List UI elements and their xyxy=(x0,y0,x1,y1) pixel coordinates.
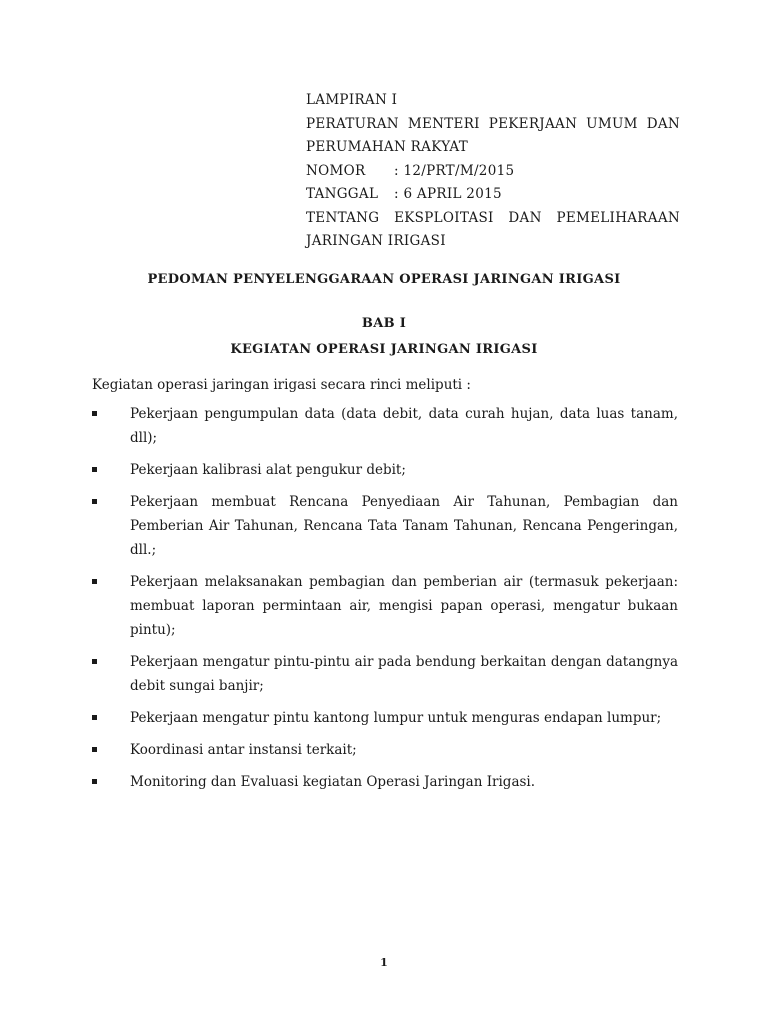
list-item-text: Pekerjaan pengumpulan data (data debit, data curah hujan, data luas tanam, dll); xyxy=(130,406,678,446)
header-date-row xyxy=(306,183,680,207)
bullet-icon xyxy=(92,411,97,416)
list-item-text: Pekerjaan membuat Rencana Penyediaan Air Tahunan, Pembagian dan Pemberian Air Tahunan, Rencana Tata Tanam Tahunan, Rencana Pengeringan, dll.; xyxy=(130,494,678,558)
header-date-value: : 6 APRIL 2015 xyxy=(394,186,502,202)
header-number-label: NOMOR xyxy=(306,162,366,179)
document-title: PEDOMAN PENYELENGGARAAN OPERASI JARINGAN IRIGASI xyxy=(147,272,621,287)
intro-paragraph: Kegiatan operasi jaringan irigasi secara rinci meliputi : xyxy=(92,377,471,393)
chapter-title: KEGIATAN OPERASI JARINGAN IRIGASI xyxy=(230,342,538,357)
header-date-label: TANGGAL xyxy=(306,186,379,202)
list-item-text: Pekerjaan kalibrasi alat pengukur debit; xyxy=(130,462,406,478)
bullet-icon xyxy=(92,499,97,504)
list-item-text: Monitoring dan Evaluasi kegiatan Operasi Jaringan Irigasi. xyxy=(130,774,536,790)
header-number-value: : 12/PRT/M/2015 xyxy=(394,162,515,179)
header-regulation-line-2: PERUMAHAN RAKYAT xyxy=(306,139,468,155)
list-item xyxy=(92,570,678,642)
list-item xyxy=(92,738,678,762)
list-item xyxy=(92,490,678,562)
list-item-text: Koordinasi antar instansi terkait; xyxy=(130,742,357,758)
list-item xyxy=(92,402,678,450)
list-item xyxy=(92,458,678,482)
list-item xyxy=(92,650,678,698)
chapter-number: BAB I xyxy=(361,316,407,331)
list-item-text: Pekerjaan melaksanakan pembagian dan pemberian air (termasuk pekerjaan: membuat laporan permintaan air, mengisi papan operasi, mengatur bukaan pintu); xyxy=(130,574,678,638)
header-subject-line-2: JARINGAN IRIGASI xyxy=(306,233,446,249)
attachment-header xyxy=(306,89,680,254)
bullet-icon xyxy=(92,659,97,664)
bullet-icon xyxy=(92,747,97,752)
activity-list xyxy=(92,402,678,802)
list-item xyxy=(92,706,678,730)
header-number-row xyxy=(306,160,680,184)
page-number: 1 xyxy=(380,956,388,969)
list-item-text: Pekerjaan mengatur pintu kantong lumpur untuk menguras endapan lumpur; xyxy=(130,710,662,726)
header-regulation-line: PERATURAN MENTERI PEKERJAAN UMUM DAN xyxy=(306,115,680,132)
list-item-text: Pekerjaan mengatur pintu-pintu air pada bendung berkaitan dengan datangnya debit sungai banjir; xyxy=(130,654,678,694)
list-item xyxy=(92,770,678,794)
header-subject-line: TENTANG EKSPLOITASI DAN PEMELIHARAAN xyxy=(306,209,680,226)
header-attachment-label: LAMPIRAN I xyxy=(306,92,398,108)
bullet-icon xyxy=(92,779,97,784)
bullet-icon xyxy=(92,467,97,472)
bullet-icon xyxy=(92,579,97,584)
bullet-icon xyxy=(92,715,97,720)
